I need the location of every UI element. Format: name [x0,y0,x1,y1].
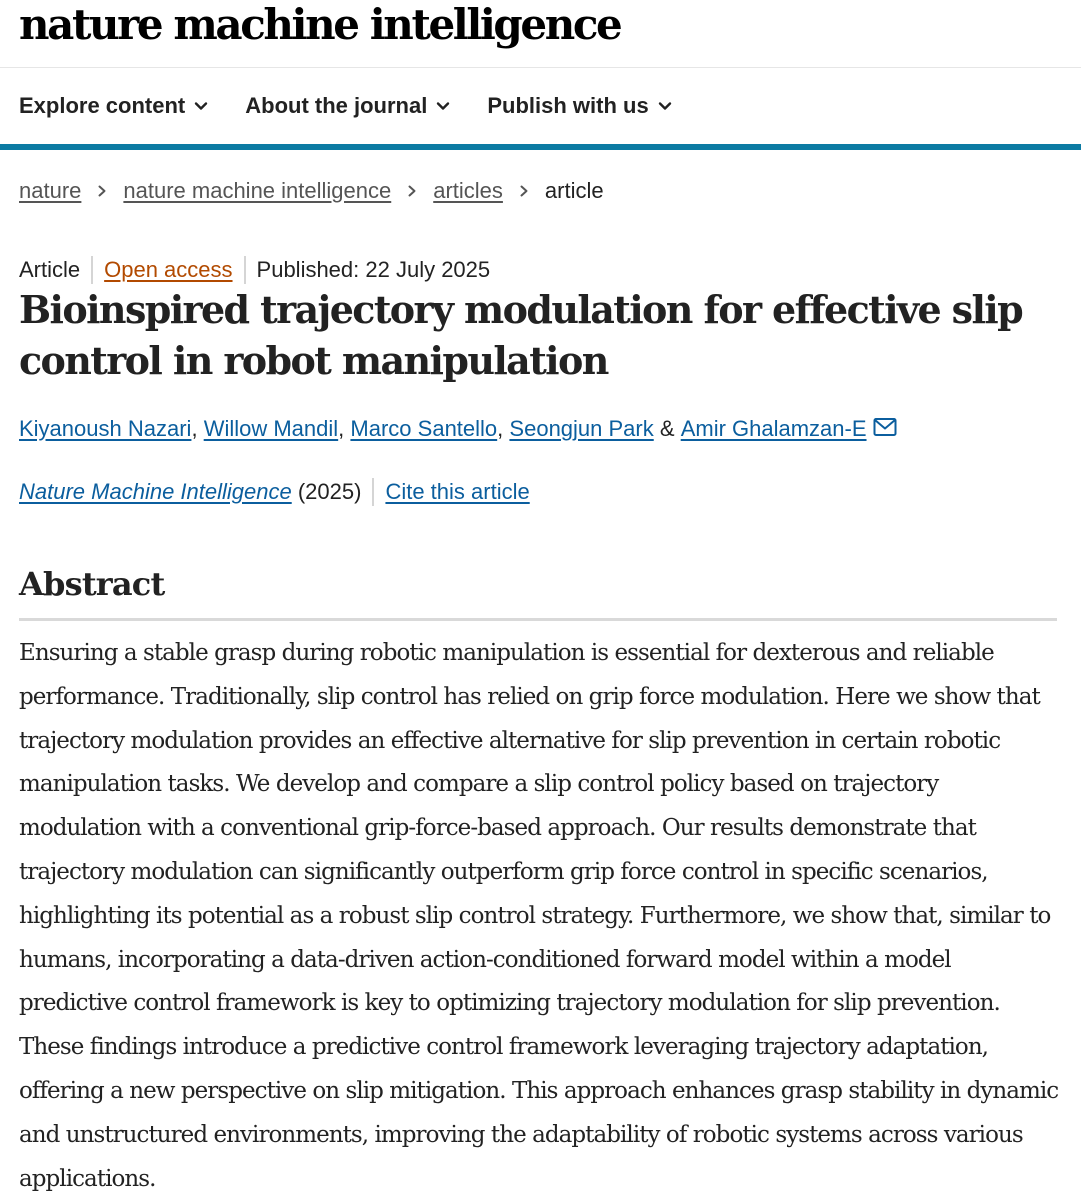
nav-publish-with-us[interactable] [487,93,671,119]
breadcrumb-nature[interactable]: nature [19,178,82,203]
author-separator: , [497,416,504,441]
breadcrumb [19,178,604,204]
breadcrumb-articles[interactable]: articles [433,178,503,203]
chevron-down-icon [658,99,672,113]
publication-year: (2025) [297,479,362,504]
divider [91,256,93,284]
chevron-right-icon [96,184,108,198]
author-link[interactable]: Amir Ghalamzan-E [680,416,867,441]
abstract-text: Ensuring a stable grasp during robotic manipulation is essential for dexterous and reliable performance. Traditionally, slip control has relied on grip force modulation. Here we show that trajectory modulation provides an effective alternative for slip prevention in certain robotic manipulation tasks. We develop and compare a slip control policy based on trajectory modulation with a conventional grip-force-based approach. Our results demonstrate that trajectory modulation can significantly outperform grip force control in specific scenarios, highlighting its potential as a robust slip control strategy. Furthermore, we show that, similar to humans, incorporating a data-driven action-conditioned forward model within a model predictive control framework is key to optimizing trajectory modulation for slip prevention. These findings introduce a predictive control framework leveraging trajectory adaptation, offering a new perspective on slip mitigation. This approach enhances grasp stability in dynamic and unstructured environments, improving the adaptability of robotic systems across various applications. [19,640,1059,1192]
divider [372,478,374,506]
mail-icon[interactable] [873,417,897,437]
author-separator: , [338,416,345,441]
abstract-heading: Abstract [19,565,165,603]
article-title: Bioinspired trajectory modulation for effective slip control in robot manipulation [19,287,1023,383]
chevron-down-icon [436,99,450,113]
divider [244,256,246,284]
breadcrumb-journal[interactable]: nature machine intelligence [123,178,392,203]
author-link[interactable]: Seongjun Park [509,416,654,441]
journal-logo[interactable]: nature machine intelligence [19,0,621,49]
chevron-right-icon [518,184,530,198]
article-type: Article [19,257,81,282]
breadcrumb-current: article [544,178,604,203]
nav-item-label: Explore content [19,93,186,118]
author-link[interactable]: Willow Mandil [203,416,339,441]
nav-about-journal[interactable] [245,93,450,119]
author-list [19,416,897,442]
nav-explore-content[interactable] [19,93,208,119]
nav-item-label: About the journal [245,93,428,118]
abstract-divider [19,618,1057,621]
site-header [0,0,1081,68]
journal-name-link[interactable]: Nature Machine Intelligence [19,479,292,504]
published-date: Published: 22 July 2025 [256,257,491,282]
journal-citation-line [19,478,530,506]
nav-item-label: Publish with us [487,93,649,118]
chevron-down-icon [194,99,208,113]
cite-article-link[interactable]: Cite this article [385,479,530,504]
author-link[interactable]: Marco Santello [350,416,498,441]
author-last-separator: & [659,416,675,441]
article-meta [19,256,490,284]
main-nav [0,68,1081,150]
author-link[interactable]: Kiyanoush Nazari [19,416,192,441]
chevron-right-icon [406,184,418,198]
author-separator: , [191,416,198,441]
open-access-link[interactable]: Open access [104,257,233,282]
